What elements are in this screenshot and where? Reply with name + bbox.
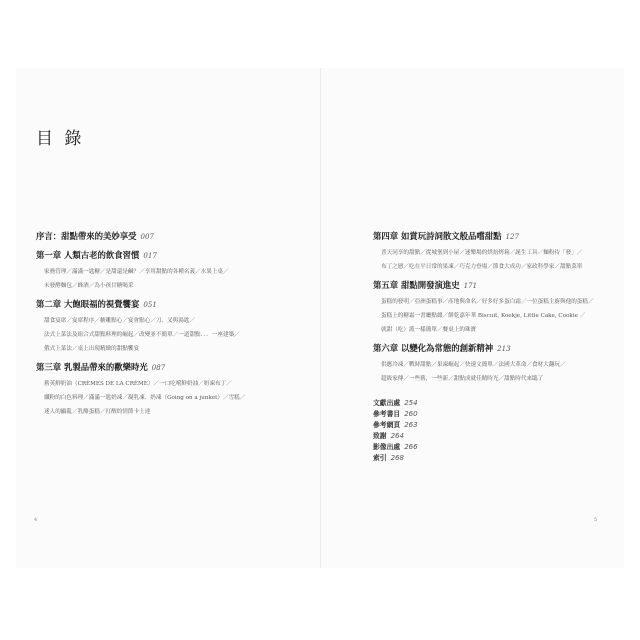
toc-chapter-heading [36, 299, 308, 311]
entry-spacer [36, 292, 308, 299]
toc-chapter-heading [373, 343, 623, 355]
chapter-subtopics: 俄式上菜法／桌上出現精緻的甜點饗宴 [44, 346, 140, 352]
chapter-page-number: 017 [143, 252, 157, 260]
back-matter-item [373, 398, 623, 409]
toc-right-column [373, 231, 623, 464]
chapter-subtopics: 供應冷凍／戰時甜點／果凍崛起／快速文簡單／法國大革命／食材大翻玩／ [381, 362, 566, 368]
page-gutter [320, 68, 321, 568]
entry-spacer [36, 243, 308, 250]
chapter-subtopics: 布丁之戀／吃在平日常的果凍／巧克力登場／節食大成功／家政科學家／甜點菜單 [381, 264, 583, 270]
chapter-subtopics: 未發酵麵包／蜂酒／為小孩甘糖喝采 [44, 283, 134, 289]
toc-chapter-heading [36, 362, 308, 374]
chapter-subtopics: 蛋糕的發明／亞洲蛋糕事／產地與命名／好多好多蛋白霜／一位蛋糕主廚與他的蛋糕／ [381, 299, 594, 305]
back-matter-label: 影像出處 [373, 443, 401, 451]
back-matter-list [373, 398, 623, 464]
chapter-title: 序言：甜點帶來的美妙享受 [36, 231, 137, 241]
chapter-subtopics: 舊英鮮奶油（CRÈMES DE LA CRÈME）／一口吃嚐鮮奶油／奶凍布丁／ [44, 381, 232, 387]
chapter-title: 第三章 乳製品帶來的歡樂時光 [36, 362, 148, 372]
back-matter-label: 參考網頁 [373, 421, 401, 429]
entry-spacer [36, 355, 308, 362]
chapter-subtopics: 迷人的顯亂／乳酪蛋糕／打醒的情節卡士達 [44, 409, 151, 415]
chapter-title: 第一章 人類古老的飲食習慣 [36, 250, 140, 260]
back-matter-label: 索引 [373, 454, 387, 462]
chapter-subtopics: 法式上菜法及組合式甜點料理的崛起／改變並不簡單／一道甜點．．．一座建築／ [44, 332, 240, 338]
chapter-subtopics: 蛋糕上的糖霜一書廳點綴／餅乾嘉年華 Biscuit, Koekje, Little Cake, Cookie ／ [381, 313, 586, 319]
toc-left-column [36, 231, 308, 418]
entry-spacer [373, 273, 623, 280]
back-matter-page: 254 [404, 399, 418, 407]
back-matter-item [373, 431, 623, 442]
toc-chapter-heading [36, 250, 308, 262]
chapter-page-number: 127 [505, 233, 519, 241]
toc-chapter-heading [36, 231, 308, 243]
chapter-subtopics: 普天同享的甜點／從城堡到小屋／迷樂場的烘焙烤箱／誕生工具／麵粉待「發」／ [381, 250, 583, 256]
chapter-title: 第六章 以變化為常態的創新精神 [373, 343, 494, 353]
back-matter-label: 參考書目 [373, 410, 401, 418]
chapter-page-number: 007 [140, 233, 154, 241]
toc-chapter-heading [373, 231, 623, 243]
chapter-subtopics: 甜食宴席／宴席程序／糖雕點心／宴會點心／刀、叉與湯匙／ [44, 318, 196, 324]
chapter-subtopics: 家務管理／滿滿一匙糖／是甜還是鹹？／享用甜點的各種名義／水果上桌／ [44, 269, 229, 275]
chapter-title: 第二章 大飽眼福的視覺饗宴 [36, 299, 140, 309]
page-number-left: 4 [34, 517, 38, 523]
chapter-page-number: 171 [463, 282, 478, 290]
chapter-page-number: 051 [143, 301, 157, 309]
back-matter-item [373, 409, 623, 420]
back-matter-page: 260 [404, 410, 418, 418]
entry-spacer [373, 336, 623, 343]
back-matter-page: 264 [390, 432, 404, 440]
back-matter-page: 266 [404, 443, 418, 451]
page-title: 目 錄 [36, 129, 85, 149]
back-matter-label: 致謝 [373, 432, 387, 440]
back-matter-page: 263 [404, 421, 418, 429]
back-matter-item [373, 442, 623, 453]
back-matter-item [373, 453, 623, 464]
chapter-page-number: 213 [497, 345, 511, 353]
back-matter-page: 268 [390, 454, 404, 462]
page-number-right: 5 [594, 517, 598, 523]
chapter-title: 第四章 如賞玩詩詞散文般品嚐甜點 [373, 231, 502, 241]
chapter-subtopics: 超級家傳／一些舊，一些新／甜點成就佳餚時光／甜點時代來臨了 [381, 376, 544, 382]
chapter-page-number: 087 [151, 364, 166, 372]
back-matter-item [373, 420, 623, 431]
chapter-subtopics: 纖粉的白色料理／滿滿一匙奶凍／凝乳凍．奶凍（Going on a junket）／雪糕／ [44, 395, 246, 401]
toc-chapter-heading [373, 280, 623, 292]
chapter-subtopics: 就甜（吃）派一樣簡單／餐桌上的珠寶 [381, 327, 477, 333]
chapter-title: 第五章 甜點開發演進史 [373, 280, 460, 290]
back-matter-label: 文獻出處 [373, 399, 401, 407]
